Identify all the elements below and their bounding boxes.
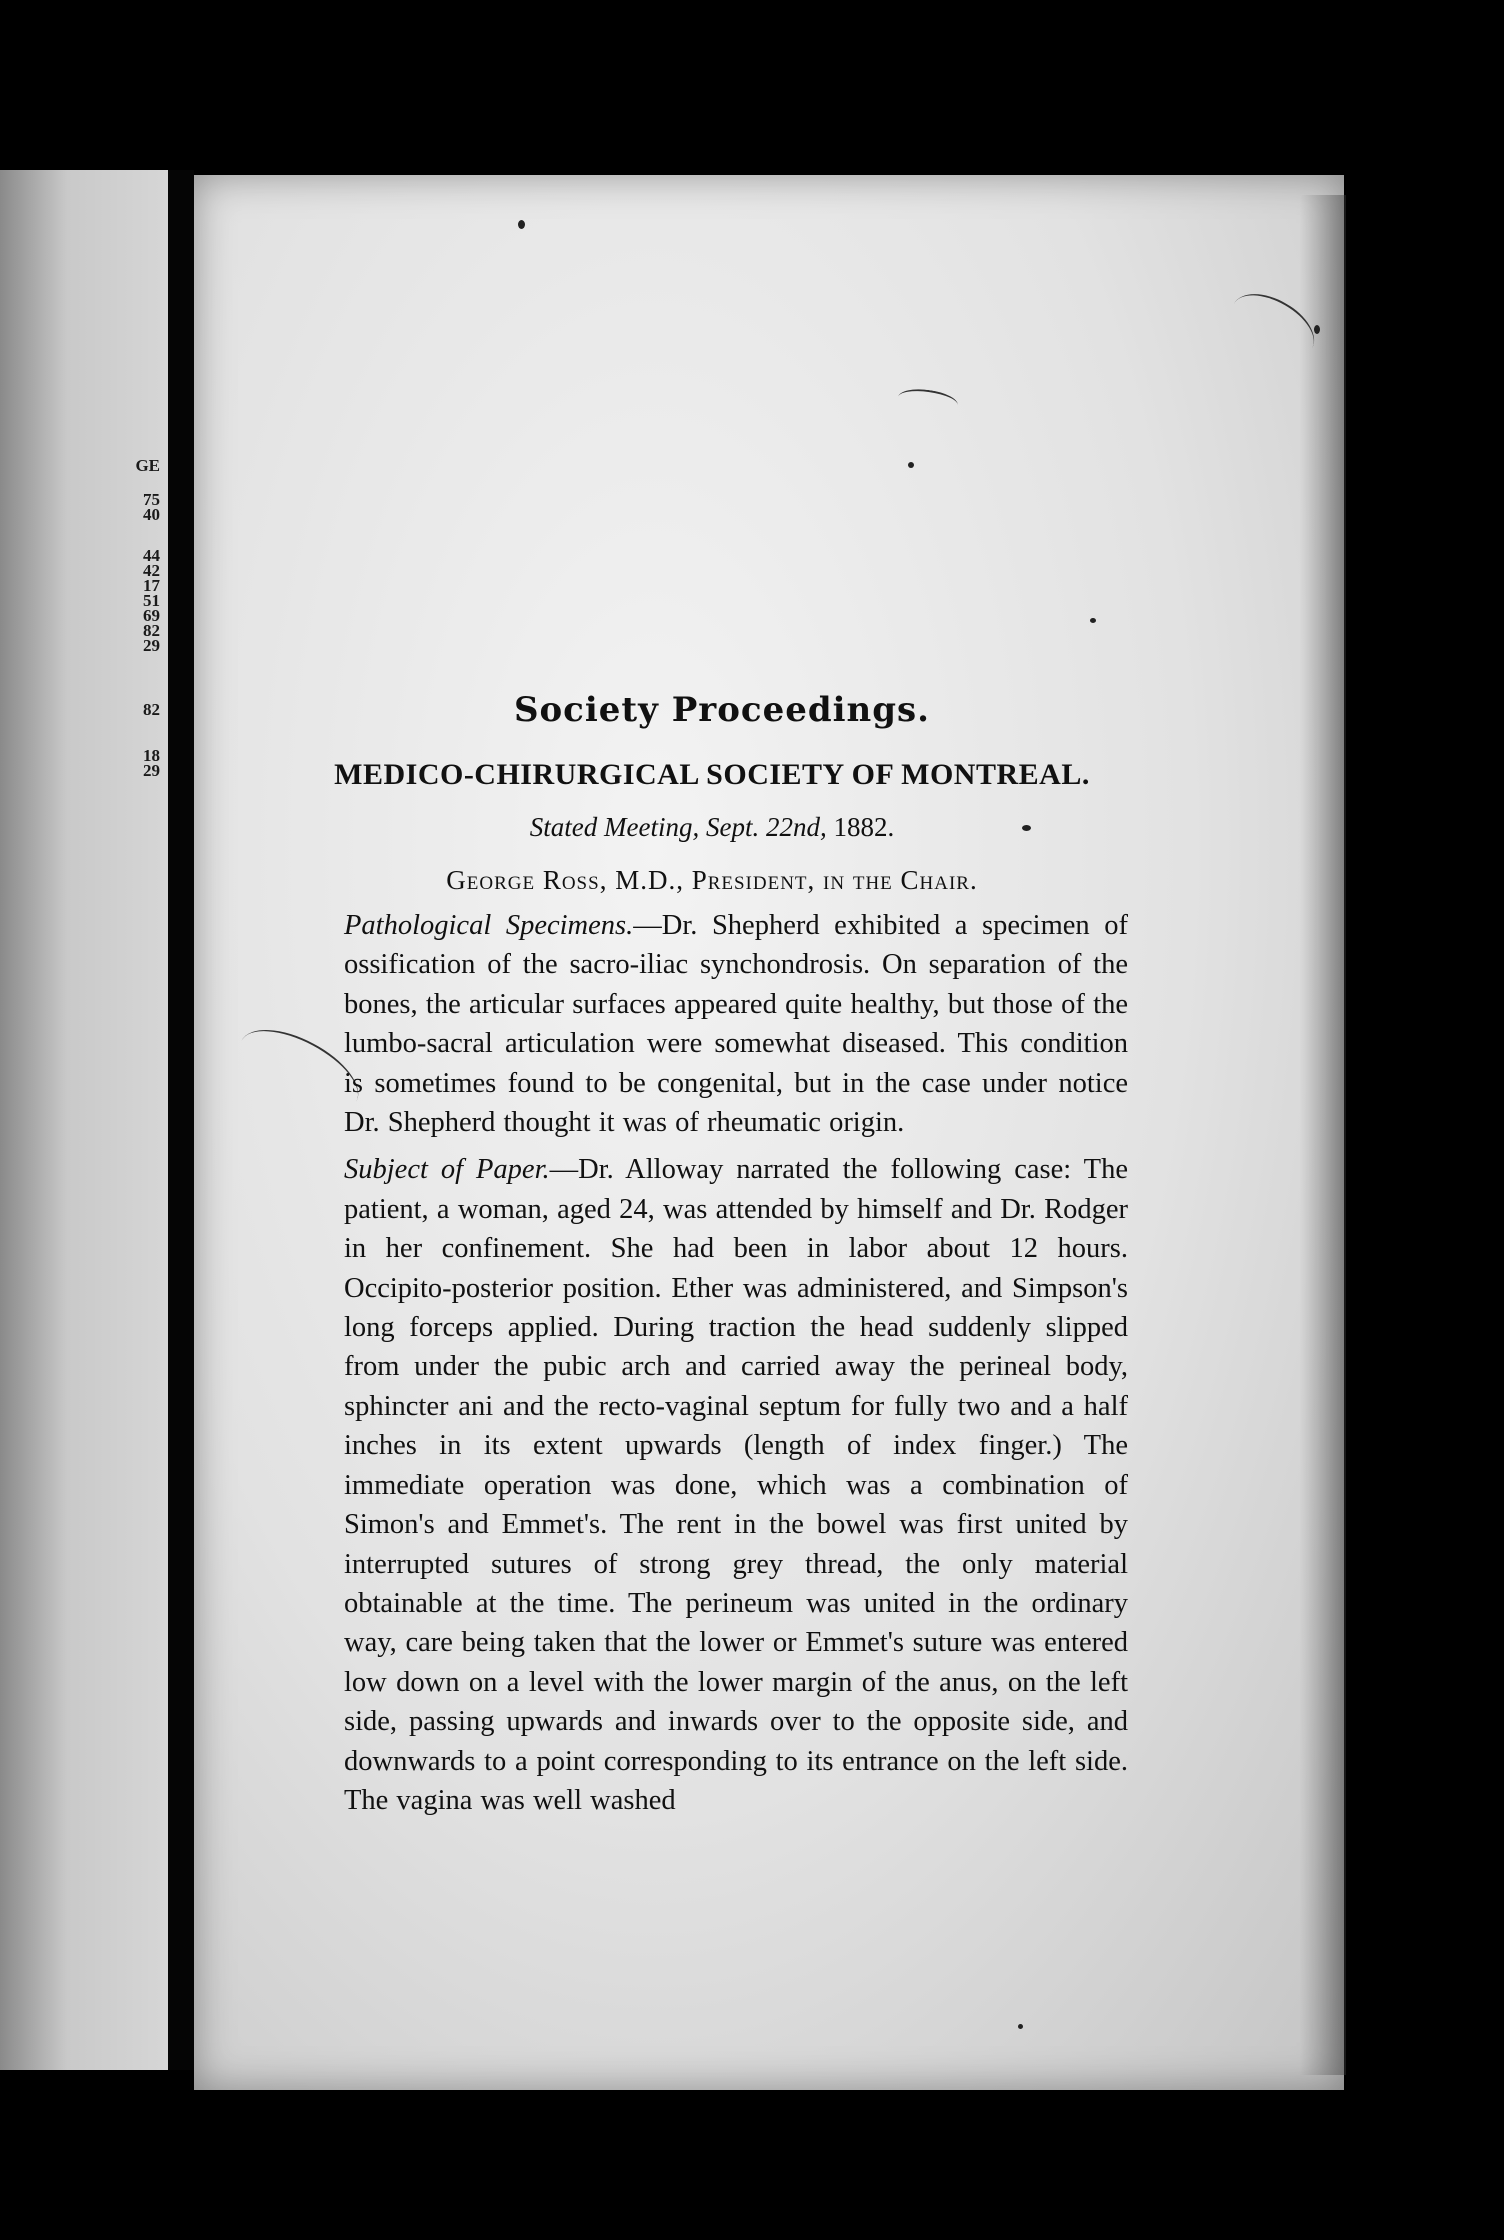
meeting-year: 1882. [833, 812, 895, 842]
left-page-fragment: 44 42 17 51 69 82 29 [143, 546, 160, 655]
meeting-date: Sept. 22nd, [705, 812, 827, 842]
scan-speck [518, 220, 525, 229]
left-page-fragment: 82 [143, 700, 160, 719]
scan-speck [1090, 618, 1096, 623]
page-edge-shadow [1300, 195, 1346, 2075]
society-heading: MEDICO-CHIRURGICAL SOCIETY OF MONTREAL. [334, 758, 1090, 791]
meeting-label: Stated Meeting, [529, 812, 700, 842]
paragraph-pathological-specimens [296, 906, 1128, 1142]
scan-speck [908, 462, 914, 468]
left-page-fragment: 18 29 [143, 746, 160, 780]
left-page-strip [0, 170, 168, 2070]
section-title: Society Proceedings. [513, 690, 931, 730]
paragraph-text: —Dr. Shepherd exhibited a specimen of ossification of the sacro-iliac synchondrosis. On separation of the bones, the articular surfaces appeared quite healthy, but those of the lumbo-sacral articulation were somewhat diseased. This condition is sometimes found to be congenital, but in the case under notice Dr. Shepherd thought it was of rheumatic origin. [344, 910, 1128, 1139]
book-gutter [168, 170, 194, 2070]
scan-speck [1314, 325, 1320, 334]
paragraph-lead: Subject of Paper. [344, 1154, 550, 1186]
left-page-fragment: GE [135, 456, 160, 475]
paragraph-text: —Dr. Alloway narrated the following case: The patient, a woman, aged 24, was attended by himself and Dr. Rodger in her confinement. She had been in labor about 12 hours. Occipito-posterior position. Ether was administered, and Simpson's long forceps applied. During traction the head suddenly slipped from under the pubic arch and carried away the perineal body, sphincter ani and the recto-vaginal septum for fully two and a half inches in its extent upwards (length of index finger.) The immediate operation was done, which was a combination of Simon's and Emmet's. The rent in the bowel was first united by interrupted sutures of strong grey thread, the only material obtainable at the time. The perineum was united in the ordinary way, care being taken that the lower or Emmet's suture was entered low down on a level with the lower margin of the anus, on the left side, passing upwards and inwards over to the opposite side, and downwards to a point corresponding to its entrance on the left side. The vagina was well washed [344, 1154, 1128, 1816]
article-content [296, 690, 1128, 1828]
scan-speck [1018, 2024, 1023, 2029]
chair-line: George Ross, M.D., President, in the Chair. [446, 865, 978, 895]
paragraph-subject-of-paper [296, 1150, 1128, 1820]
meeting-line [296, 812, 1128, 843]
paragraph-lead: Pathological Specimens. [344, 910, 634, 941]
left-page-fragment: 75 40 [143, 490, 160, 524]
